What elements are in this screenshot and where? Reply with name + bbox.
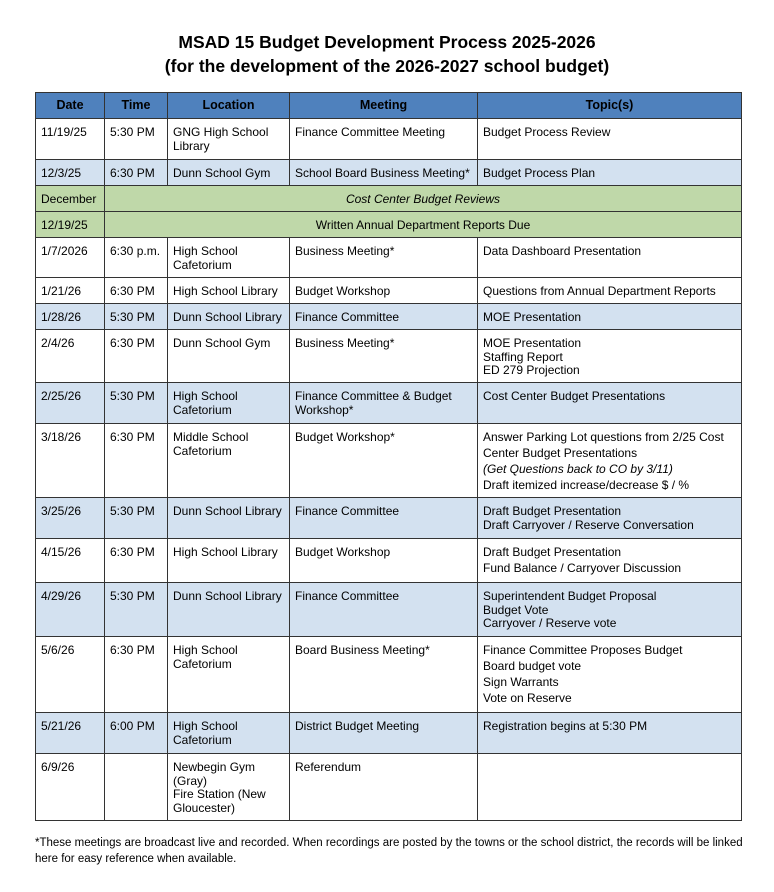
table-row bbox=[36, 583, 742, 637]
cell-time: 6:30 p.m. bbox=[105, 238, 168, 278]
location-line: Dunn School Library bbox=[173, 310, 282, 324]
cell-topics bbox=[478, 383, 742, 424]
topic-line: Questions from Annual Department Reports bbox=[483, 284, 716, 298]
header-date: Date bbox=[36, 93, 105, 119]
topic-line: Sign Warrants bbox=[483, 675, 559, 689]
location-line: (Gray) bbox=[173, 773, 207, 788]
cell-topics bbox=[478, 304, 742, 330]
topic-line: Superintendent Budget Proposal bbox=[483, 589, 657, 603]
topic-line: Fund Balance / Carryover Discussion bbox=[483, 561, 682, 575]
cell-time: 6:30 PM bbox=[105, 278, 168, 304]
cell-location bbox=[168, 238, 290, 278]
cell-time: 6:30 PM bbox=[105, 160, 168, 186]
topic-line: Budget Process Review bbox=[483, 125, 611, 139]
cell-meeting: Finance Committee Meeting bbox=[290, 119, 478, 160]
topic-line: Answer Parking Lot questions from 2/25 Cost Center Budget Presentations bbox=[483, 430, 724, 460]
cell-topics bbox=[478, 278, 742, 304]
topic-line: Staffing Report bbox=[483, 349, 563, 364]
cell-location bbox=[168, 637, 290, 713]
cell-date: 1/7/2026 bbox=[36, 238, 105, 278]
cell-span-note: Cost Center Budget Reviews bbox=[105, 186, 742, 212]
cell-time: 5:30 PM bbox=[105, 383, 168, 424]
topic-line: Draft itemized increase/decrease $ / % bbox=[483, 478, 690, 492]
table-row bbox=[36, 160, 742, 186]
cell-meeting: School Board Business Meeting* bbox=[290, 160, 478, 186]
cell-topics bbox=[478, 539, 742, 583]
cell-date: 3/25/26 bbox=[36, 498, 105, 539]
table-row bbox=[36, 119, 742, 160]
cell-meeting: District Budget Meeting bbox=[290, 713, 478, 754]
topic-line: Draft Budget Presentation bbox=[483, 545, 622, 559]
cell-location bbox=[168, 583, 290, 637]
topic-line: MOE Presentation bbox=[483, 336, 582, 350]
location-line: Cafetorium bbox=[173, 732, 232, 747]
title-line-1: MSAD 15 Budget Development Process 2025-2026 bbox=[178, 32, 596, 52]
table-row bbox=[36, 637, 742, 713]
cell-location bbox=[168, 713, 290, 754]
footnote: *These meetings are broadcast live and recorded. When recordings are posted by the towns or the school district, the records will be linked here for easy reference when available. bbox=[35, 837, 743, 865]
cell-location bbox=[168, 278, 290, 304]
header-location: Location bbox=[168, 93, 290, 119]
cell-topics bbox=[478, 424, 742, 498]
cell-date: December bbox=[36, 186, 105, 212]
cell-meeting: Business Meeting* bbox=[290, 238, 478, 278]
cell-time: 5:30 PM bbox=[105, 583, 168, 637]
cell-date: 1/21/26 bbox=[36, 278, 105, 304]
cell-date: 2/4/26 bbox=[36, 330, 105, 383]
cell-time: 6:30 PM bbox=[105, 330, 168, 383]
cell-topics bbox=[478, 160, 742, 186]
topic-line: Cost Center Budget Presentations bbox=[483, 389, 666, 403]
cell-date: 2/25/26 bbox=[36, 383, 105, 424]
cell-date: 6/9/26 bbox=[36, 754, 105, 821]
location-line: GNG High School bbox=[173, 125, 269, 139]
cell-date: 12/3/25 bbox=[36, 160, 105, 186]
table-row bbox=[36, 383, 742, 424]
location-line: High School bbox=[173, 389, 238, 403]
cell-time: 6:00 PM bbox=[105, 713, 168, 754]
topic-line: Registration begins at 5:30 PM bbox=[483, 719, 648, 733]
cell-meeting: Finance Committee bbox=[290, 304, 478, 330]
cell-meeting: Budget Workshop bbox=[290, 278, 478, 304]
cell-meeting: Finance Committee & Budget Workshop* bbox=[290, 383, 478, 424]
cell-topics bbox=[478, 583, 742, 637]
cell-location bbox=[168, 383, 290, 424]
cell-time: 5:30 PM bbox=[105, 119, 168, 160]
topic-line: Budget Process Plan bbox=[483, 166, 596, 180]
cell-meeting: Board Business Meeting* bbox=[290, 637, 478, 713]
topic-line: ED 279 Projection bbox=[483, 363, 580, 377]
cell-date: 5/6/26 bbox=[36, 637, 105, 713]
location-line: High School bbox=[173, 719, 238, 733]
cell-time bbox=[105, 754, 168, 821]
document-title bbox=[0, 30, 774, 78]
cell-meeting: Budget Workshop bbox=[290, 539, 478, 583]
cell-date: 12/19/25 bbox=[36, 212, 105, 238]
topic-line: Draft Budget Presentation bbox=[483, 504, 622, 518]
cell-topics bbox=[478, 637, 742, 713]
topic-line: Budget Vote bbox=[483, 602, 549, 617]
cell-time: 6:30 PM bbox=[105, 539, 168, 583]
topic-line: Data Dashboard Presentation bbox=[483, 244, 642, 258]
table-row bbox=[36, 713, 742, 754]
table-row bbox=[36, 754, 742, 821]
cell-time: 5:30 PM bbox=[105, 304, 168, 330]
location-line: Cafetorium bbox=[173, 443, 232, 458]
cell-location bbox=[168, 754, 290, 821]
location-line: Middle School bbox=[173, 430, 249, 444]
cell-meeting: Finance Committee bbox=[290, 498, 478, 539]
cell-meeting: Business Meeting* bbox=[290, 330, 478, 383]
cell-topics bbox=[478, 713, 742, 754]
location-line: High School Library bbox=[173, 545, 278, 559]
location-line: Cafetorium bbox=[173, 402, 232, 417]
cell-meeting: Budget Workshop* bbox=[290, 424, 478, 498]
cell-time: 6:30 PM bbox=[105, 637, 168, 713]
topic-note-italic: (Get Questions back to CO by 3/11) bbox=[483, 462, 673, 476]
cell-time: 5:30 PM bbox=[105, 498, 168, 539]
location-line: Dunn School Gym bbox=[173, 336, 271, 350]
cell-time: 6:30 PM bbox=[105, 424, 168, 498]
table-header-row bbox=[36, 93, 742, 119]
header-time: Time bbox=[105, 93, 168, 119]
location-line: Fire Station (New bbox=[173, 787, 266, 801]
cell-location bbox=[168, 160, 290, 186]
cell-meeting: Referendum bbox=[290, 754, 478, 821]
location-line: Library bbox=[173, 138, 210, 153]
location-line: Dunn School Library bbox=[173, 589, 282, 603]
cell-span-note: Written Annual Department Reports Due bbox=[105, 212, 742, 238]
location-line: Dunn School Gym bbox=[173, 166, 271, 180]
cell-date: 1/28/26 bbox=[36, 304, 105, 330]
location-line: Newbegin Gym bbox=[173, 760, 256, 774]
title-line-2: (for the development of the 2026-2027 school budget) bbox=[164, 56, 610, 76]
table-row bbox=[36, 304, 742, 330]
table-row bbox=[36, 424, 742, 498]
location-line: High School bbox=[173, 244, 238, 258]
cell-meeting: Finance Committee bbox=[290, 583, 478, 637]
location-line: Gloucester) bbox=[173, 800, 236, 815]
cell-location bbox=[168, 539, 290, 583]
cell-topics bbox=[478, 498, 742, 539]
table-row-span bbox=[36, 186, 742, 212]
header-topics: Topic(s) bbox=[478, 93, 742, 119]
location-line: Cafetorium bbox=[173, 257, 232, 272]
cell-date: 5/21/26 bbox=[36, 713, 105, 754]
cell-topics bbox=[478, 754, 742, 821]
cell-location bbox=[168, 119, 290, 160]
topic-line: Board budget vote bbox=[483, 659, 582, 673]
cell-topics bbox=[478, 238, 742, 278]
table-row-span bbox=[36, 212, 742, 238]
header-meeting: Meeting bbox=[290, 93, 478, 119]
location-line: High School Library bbox=[173, 284, 278, 298]
topic-line: MOE Presentation bbox=[483, 310, 582, 324]
cell-location bbox=[168, 330, 290, 383]
topic-line: Carryover / Reserve vote bbox=[483, 616, 617, 630]
cell-date: 11/19/25 bbox=[36, 119, 105, 160]
topic-line: Draft Carryover / Reserve Conversation bbox=[483, 517, 694, 532]
table-row bbox=[36, 498, 742, 539]
topic-line: Vote on Reserve bbox=[483, 691, 572, 705]
cell-date: 4/15/26 bbox=[36, 539, 105, 583]
cell-date: 4/29/26 bbox=[36, 583, 105, 637]
budget-schedule-table bbox=[35, 92, 742, 821]
location-line: Dunn School Library bbox=[173, 504, 282, 518]
cell-location bbox=[168, 424, 290, 498]
topic-line: Finance Committee Proposes Budget bbox=[483, 643, 683, 657]
location-line: Cafetorium bbox=[173, 656, 232, 671]
cell-topics bbox=[478, 330, 742, 383]
cell-location bbox=[168, 304, 290, 330]
table-row bbox=[36, 330, 742, 383]
table-row bbox=[36, 278, 742, 304]
cell-topics bbox=[478, 119, 742, 160]
table-row bbox=[36, 238, 742, 278]
cell-location bbox=[168, 498, 290, 539]
cell-date: 3/18/26 bbox=[36, 424, 105, 498]
location-line: High School bbox=[173, 643, 238, 657]
table-row bbox=[36, 539, 742, 583]
